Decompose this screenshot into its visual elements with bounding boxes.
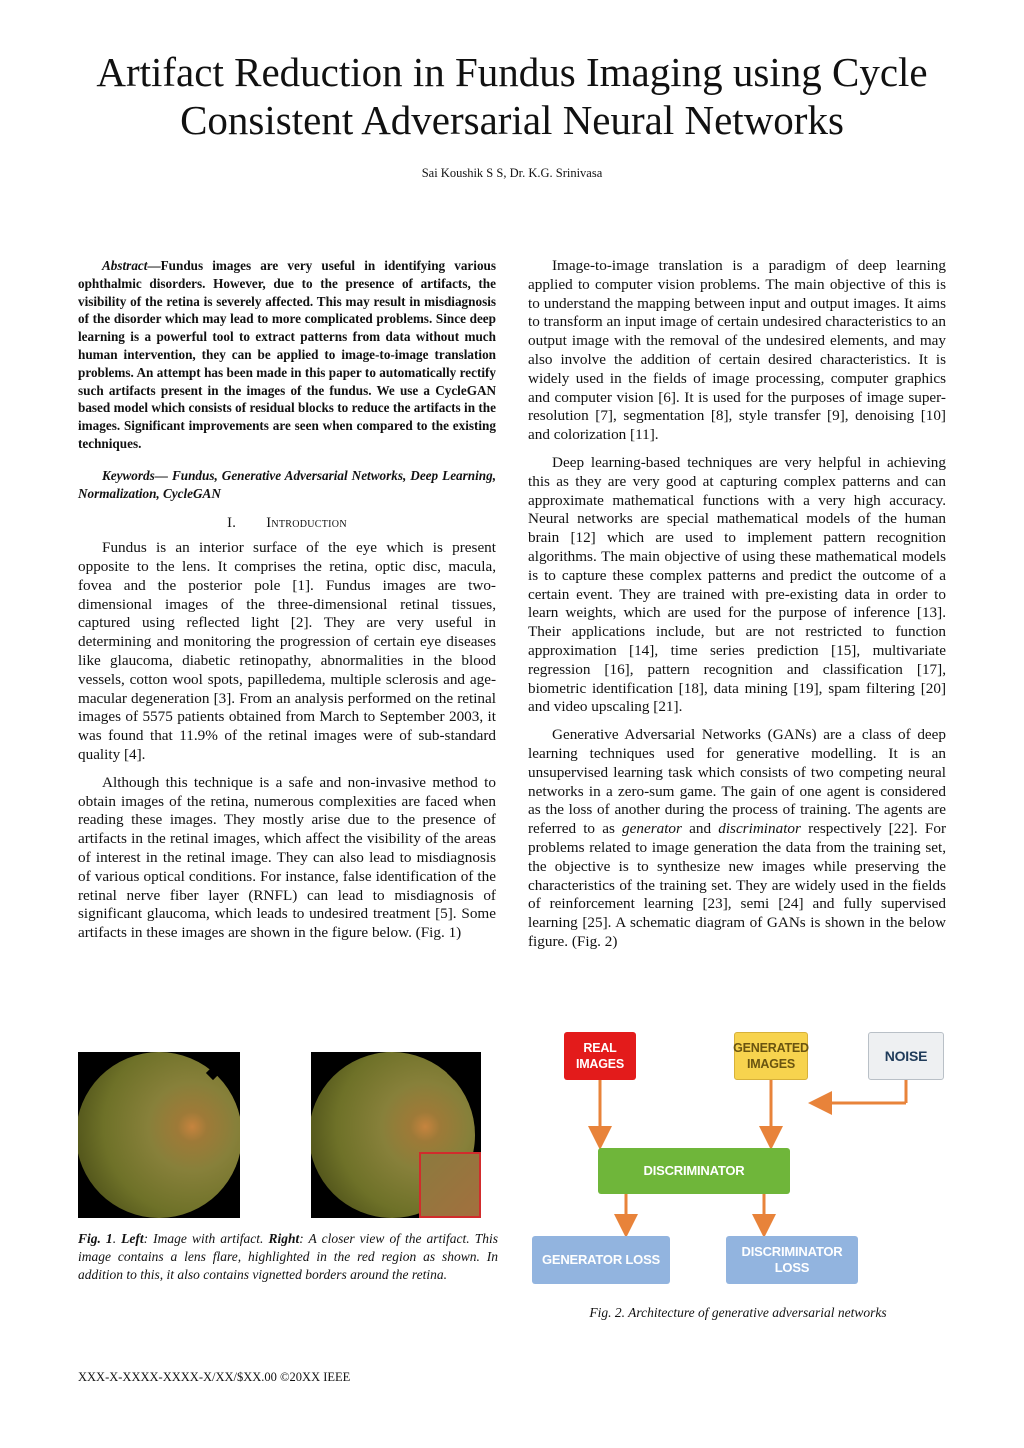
section-number: I. <box>227 515 237 532</box>
gan-text-part1: Generative Adversarial Networks (GANs) are a class of deep learning techniques used for generative modelling. It is an unsupervised learning task which consists of two competing neural networks in a zero-sum game. The gain of one agent is considered as the loss of another during the process of training. The agents are referred to as <box>528 726 946 838</box>
artifact-highlight-region <box>419 1152 481 1218</box>
term-discriminator: discriminator <box>718 820 801 838</box>
discriminator-loss-box: DISCRIMINATOR LOSS <box>726 1236 858 1284</box>
paragraph: Image-to-image translation is a paradigm of deep learning applied to computer vision problems. The main objective of this is to understand the mapping between input and output images. It aims to transform an input image of certain undesired characteristics to an output image with the removal of the undesired elements, and may also involve the addition of certain desired characteristics. It is widely used in the fields of image processing, computer graphics and computer vision [6]. It is used for the purposes of image super-resolution [7], segmentation [8], style transfer [9], denoising [10] and colorization [11]. <box>528 257 946 444</box>
abstract-label: Abstract <box>102 258 148 273</box>
figure-1-caption <box>78 1230 498 1284</box>
fig1-left-text: : Image with artifact. <box>143 1231 269 1246</box>
figure-2-gan-diagram <box>528 1028 948 1318</box>
term-generator: generator <box>622 820 682 838</box>
keywords-text: Fundus, Generative Adversarial Networks, Deep Learning, Normalization, CycleGAN <box>78 467 496 501</box>
gan-text-part2: respectively [22]. For problems related to image generation the data from the training set, the objective is to synthesize new images while preserving the characteristics of the training set. They are widely used in the fields of reinforcement learning [23], semi [24] and fully supervised learning [25]. A schematic diagram of GANs is shown in the below figure. (Fig. 2) <box>528 820 947 950</box>
copyright-footer: XXX-X-XXXX-XXXX-X/XX/$XX.00 ©20XX IEEE <box>78 1370 351 1384</box>
right-column <box>528 257 946 961</box>
gan-text-and: and <box>681 820 719 838</box>
paragraph: Fundus is an interior surface of the eye which is present opposite to the lens. It comprises the retina, optic disc, macula, fovea and the posterior pole [1]. Fundus images are two-dimensional images of the three-dimensional retinal tissues, captured using reflected light [2]. They are very useful in determining and monitoring the progression of certain eye diseases like glaucoma, diabetic retinopathy, abnormalities in the blood vessels, cotton wool spots, papilledema, multiple sclerosis and age-macular degeneration [3]. From an analysis performed on the retinal images of 5575 patients obtained from March to September 2003, it was found that 11.9% of the retinal images were of sub-standard quality [4]. <box>78 539 496 763</box>
figure-2-caption: Fig. 2. Architecture of generative adversarial networks <box>589 1305 887 1320</box>
real-images-box: REAL IMAGES <box>564 1032 636 1080</box>
fig1-sep: . <box>112 1231 122 1246</box>
fig1-label: Fig. 1 <box>78 1231 113 1246</box>
generator-loss-box: GENERATOR LOSS <box>532 1236 670 1284</box>
keywords <box>78 467 496 503</box>
section-title: Introduction <box>266 515 347 532</box>
paper-title: Artifact Reduction in Fundus Imaging using Cycle Consistent Adversarial Neural Networks <box>96 49 928 143</box>
figure-1 <box>78 1052 498 1220</box>
fundus-image-with-artifact <box>78 1052 240 1218</box>
section-heading-introduction <box>78 514 496 533</box>
generated-images-box: GENERATED IMAGES <box>734 1032 808 1080</box>
abstract-dash: — <box>147 258 161 273</box>
keywords-label: Keywords— <box>102 467 168 483</box>
fig1-left-label: Left <box>121 1231 144 1246</box>
paragraph: Although this technique is a safe and non-invasive method to obtain images of the retina, numerous complexities are faced when reading these images. They mostly arise due to the presence of artifacts in the retinal images, which affect the visibility of the areas of interest in the retinal image. They can also lead to misdiagnosis of various optical conditions. For instance, false identification of the retinal nerve fiber layer (RNFL) can lead to misdiagnosis of significant glaucoma, which leads to undesired treatment [5]. Some artifacts in these images are shown in the figure below. (Fig. 1) <box>78 773 496 942</box>
abstract-text: Fundus images are very useful in identifying various ophthalmic disorders. However, due to the presence of artifacts, the visibility of the retina is severely affected. This may result in misdiagnosis of the disorder which may lead to more complicated problems. Since deep learning is a powerful tool to extract patterns from data without much human intervention, they can be applied to image-to-image translation problems. An attempt has been made in this paper to automatically rectify such artifacts present in the images of the fundus. We use a CycleGAN based model which consists of residual blocks to reduce the artifacts in the images. Significant improvements are seen when compared to the existing techniques. <box>78 258 496 451</box>
fig1-right-text: : A closer view of the artifact. This image contains a lens flare, highlighted in the red region as shown. In addition to this, it also contains vignetted borders around the retina. <box>78 1231 498 1282</box>
paper-authors: Sai Koushik S S, Dr. K.G. Srinivasa <box>421 166 603 180</box>
fundus-image-closeup <box>311 1052 481 1218</box>
gan-paragraph <box>528 726 946 952</box>
left-column <box>78 257 496 952</box>
noise-box: NOISE <box>868 1032 944 1080</box>
abstract <box>78 257 496 453</box>
paragraph: Deep learning-based techniques are very helpful in achieving this as they are very good at capturing complex patterns and can approximate mathematical functions with a very high accuracy. Neural networks are special mathematical models of the human brain [12] which are used to implement pattern recognition algorithms. The main objective of using these mathematical models is to capture these complex patterns and predict the outcome of a certain event. They are trained with pre-existing data in order to learn weights, which are used for the purpose of inference [13]. Their applications include, but are not restricted to function approximation [14], time series prediction [15], multivariate regression [16], pattern recognition and classification [17], biometric identification [18], data mining [19], spam filtering [20] and video upscaling [21]. <box>528 453 946 716</box>
discriminator-box: DISCRIMINATOR <box>598 1148 790 1194</box>
fig1-right-label: Right <box>268 1231 300 1246</box>
